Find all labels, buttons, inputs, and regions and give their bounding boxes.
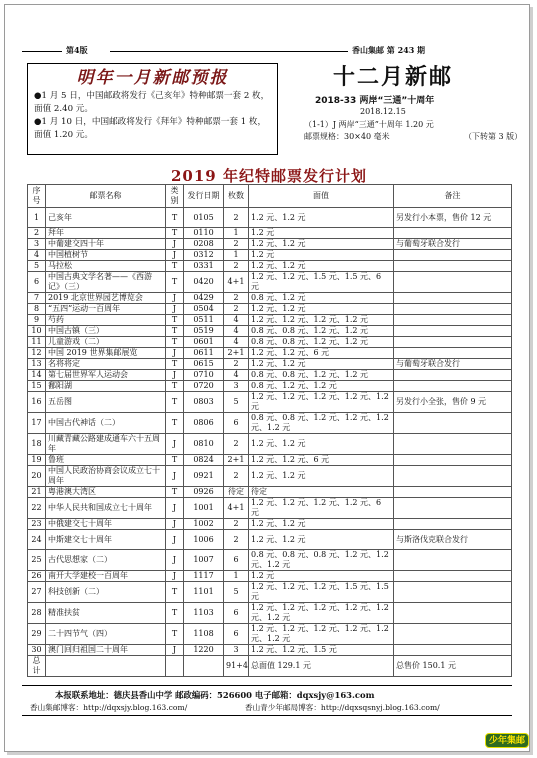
cell-count: 1 <box>224 250 249 261</box>
december-spec-line <box>304 131 523 142</box>
cell-no: 24 <box>28 530 46 550</box>
cell-note <box>394 413 512 434</box>
cell-cat: J <box>166 293 184 304</box>
cell-no: 22 <box>28 498 46 519</box>
table-row <box>28 304 512 315</box>
cell-no: 26 <box>28 571 46 582</box>
cell-date: 0611 <box>184 348 224 359</box>
cell-cat: J <box>166 239 184 250</box>
column-header: 发行日期 <box>184 185 224 208</box>
cell-date: 0429 <box>184 293 224 304</box>
cell-value: 1.2 元、1.2 元、1.2 元、1.2 元、6 元 <box>249 498 394 519</box>
cell-note <box>394 624 512 645</box>
cell-date: 0519 <box>184 326 224 337</box>
cell-cat: T <box>166 359 184 370</box>
cell-value: 0.8 元、1.2 元、1.2 元 <box>249 381 394 392</box>
cell-no: 30 <box>28 645 46 656</box>
cell-count: 5 <box>224 392 249 413</box>
cell-value: 0.8 元、0.8 元、0.8 元、1.2 元、1.2 元、1.2 元 <box>249 550 394 571</box>
preview-item: ●1 月 5 日，中国邮政将发行《己亥年》特种邮票一套 2 枚，面值 2.40 元。 <box>34 91 270 114</box>
cell-date: 0803 <box>184 392 224 413</box>
cell-name: 鄱阳湖 <box>46 381 166 392</box>
cell-name: “五四”运动一百周年 <box>46 304 166 315</box>
column-header: 类别 <box>166 185 184 208</box>
total-value: 总面值 129.1 元 <box>249 656 394 677</box>
table-row <box>28 466 512 487</box>
cell-date: 0926 <box>184 487 224 498</box>
cell-date: 0208 <box>184 239 224 250</box>
cell-no: 10 <box>28 326 46 337</box>
cell-cat: T <box>166 455 184 466</box>
cell-date: 0806 <box>184 413 224 434</box>
cell-no: 4 <box>28 250 46 261</box>
cell-cat: J <box>166 250 184 261</box>
cell-name: 精准扶贫 <box>46 603 166 624</box>
cell-name: 名将将定 <box>46 359 166 370</box>
cell-cat: J <box>166 519 184 530</box>
preview-title: 明年一月新邮预报 <box>76 68 229 88</box>
cell-name: 中斯建交七十周年 <box>46 530 166 550</box>
cell-no: 9 <box>28 315 46 326</box>
cell-count: 2 <box>224 239 249 250</box>
table-row <box>28 550 512 571</box>
cell-cat: T <box>166 208 184 228</box>
cell-date: 1007 <box>184 550 224 571</box>
cell-count: 6 <box>224 413 249 434</box>
cell-name: 澳门回归祖国二十周年 <box>46 645 166 656</box>
table-row <box>28 603 512 624</box>
cell-name: 中俄建交七十周年 <box>46 519 166 530</box>
cell-date: 1001 <box>184 498 224 519</box>
cell-cat: J <box>166 348 184 359</box>
blog-link-xiangshan[interactable]: 香山集邮博客：http://dqxsjy.blog.163.com/ <box>30 703 188 712</box>
cell-date: 0504 <box>184 304 224 315</box>
cell-cat: J <box>166 571 184 582</box>
table-row <box>28 624 512 645</box>
cell-note <box>394 293 512 304</box>
cell-count: 2 <box>224 359 249 370</box>
table-row <box>28 208 512 228</box>
table-row <box>28 571 512 582</box>
cell-count: 4 <box>224 370 249 381</box>
cell-no: 18 <box>28 434 46 455</box>
cell-name: 中葡建交四十年 <box>46 239 166 250</box>
table-body <box>28 208 512 656</box>
cell-count: 2 <box>224 530 249 550</box>
cell-date: 1220 <box>184 645 224 656</box>
cell-note <box>394 326 512 337</box>
cell-value: 1.2 元、1.2 元、1.2 元、1.2 元 <box>249 315 394 326</box>
cell-note: 与斯洛伐克联合发行 <box>394 530 512 550</box>
header-bar <box>22 45 516 57</box>
cell-value: 0.8 元、0.8 元、1.2 元、1.2 元、1.2 元、1.2 元 <box>249 413 394 434</box>
cell-name: 芍药 <box>46 315 166 326</box>
cell-cat: J <box>166 550 184 571</box>
cell-name: 鲁班 <box>46 455 166 466</box>
cell-cat: T <box>166 315 184 326</box>
total-empty <box>184 656 224 677</box>
cell-no: 12 <box>28 348 46 359</box>
preview-box <box>27 63 278 155</box>
cell-value: 1.2 元、1.2 元 <box>249 239 394 250</box>
table-header-row <box>28 185 512 208</box>
cell-count: 6 <box>224 603 249 624</box>
cell-note <box>394 582 512 603</box>
cell-no: 1 <box>28 208 46 228</box>
cell-count: 2 <box>224 304 249 315</box>
total-count: 91+4 <box>224 656 249 677</box>
cell-value: 1.2 元、1.2 元、1.2 元、1.2 元、1.2 元、1.2 元 <box>249 603 394 624</box>
cell-note <box>394 250 512 261</box>
cell-date: 0720 <box>184 381 224 392</box>
cell-no: 14 <box>28 370 46 381</box>
column-header: 面值 <box>249 185 394 208</box>
cell-date: 1002 <box>184 519 224 530</box>
cell-value: 1.2 元、1.2 元 <box>249 519 394 530</box>
blog-link-youth-post[interactable]: 香山青少年邮局博客：http://dqxsqsnyj.blog.163.com/ <box>245 703 440 712</box>
cell-count: 待定 <box>224 487 249 498</box>
cell-date: 0824 <box>184 455 224 466</box>
cell-note <box>394 487 512 498</box>
cell-value: 1.2 元、1.2 元、1.5 元 <box>249 645 394 656</box>
cell-no: 21 <box>28 487 46 498</box>
cell-cat: T <box>166 392 184 413</box>
table-row <box>28 348 512 359</box>
header-rule-left <box>22 51 62 52</box>
footer-rule-bottom <box>22 715 512 716</box>
cell-name: 第七届世界军人运动会 <box>46 370 166 381</box>
cell-cat: T <box>166 624 184 645</box>
table-row <box>28 413 512 434</box>
table-row <box>28 645 512 656</box>
cell-count: 2 <box>224 261 249 272</box>
cell-cat: T <box>166 326 184 337</box>
cell-note <box>394 272 512 293</box>
cell-value: 1.2 元、1.2 元、1.2 元、1.5 元、1.5 元 <box>249 582 394 603</box>
table-row <box>28 434 512 455</box>
cell-note <box>394 348 512 359</box>
cell-cat: T <box>166 272 184 293</box>
cell-value: 1.2 元 <box>249 571 394 582</box>
cell-value: 0.8 元、0.8 元、1.2 元、1.2 元 <box>249 337 394 348</box>
cell-cat: T <box>166 413 184 434</box>
cell-name: 二十四节气（四） <box>46 624 166 645</box>
table-row <box>28 326 512 337</box>
cell-note: 与葡萄牙联合发行 <box>394 239 512 250</box>
cell-note <box>394 434 512 455</box>
cell-value: 0.8 元、0.8 元、1.2 元、1.2 元 <box>249 326 394 337</box>
page-number-label: 第4版 <box>66 45 88 55</box>
cell-cat: T <box>166 487 184 498</box>
table-row <box>28 519 512 530</box>
cell-no: 13 <box>28 359 46 370</box>
table-row <box>28 381 512 392</box>
footer-rule-top <box>22 685 512 686</box>
total-note: 总售价 150.1 元 <box>394 656 512 677</box>
cell-name: 儿童游戏（二） <box>46 337 166 348</box>
cell-no: 3 <box>28 239 46 250</box>
column-header: 枚数 <box>224 185 249 208</box>
plan-title: 2019 年纪特邮票发行计划 <box>171 167 367 185</box>
cell-no: 8 <box>28 304 46 315</box>
table-row <box>28 293 512 304</box>
cell-note <box>394 519 512 530</box>
header-rule-middle <box>110 51 348 52</box>
cell-cat: T <box>166 228 184 239</box>
cell-value: 1.2 元、1.2 元、1.5 元、1.5 元、6 元 <box>249 272 394 293</box>
december-stamp-line: （1-1）J 两岸“三通”十周年 1.20 元 <box>304 120 434 129</box>
cell-name: 己亥年 <box>46 208 166 228</box>
cell-no: 16 <box>28 392 46 413</box>
cell-no: 19 <box>28 455 46 466</box>
cell-count: 4+1 <box>224 498 249 519</box>
table-row <box>28 498 512 519</box>
cell-note <box>394 304 512 315</box>
cell-date: 0810 <box>184 434 224 455</box>
cell-no: 29 <box>28 624 46 645</box>
cell-name: 拜年 <box>46 228 166 239</box>
cell-note <box>394 337 512 348</box>
cell-value: 1.2 元 <box>249 228 394 239</box>
cell-value: 待定 <box>249 487 394 498</box>
table-row <box>28 261 512 272</box>
cell-note <box>394 466 512 487</box>
cell-cat: T <box>166 337 184 348</box>
cell-count: 4+1 <box>224 272 249 293</box>
cell-name: 中国 2019 世界集邮展览 <box>46 348 166 359</box>
december-title: 十二月新邮 <box>332 65 453 90</box>
cell-count: 4 <box>224 315 249 326</box>
cell-note <box>394 498 512 519</box>
cell-count: 4 <box>224 337 249 348</box>
december-subtitle: 2018-33 两岸“三通”十周年 <box>315 96 435 106</box>
cell-cat: J <box>166 530 184 550</box>
column-header: 序号 <box>28 185 46 208</box>
cell-value: 1.2 元、1.2 元 <box>249 261 394 272</box>
cell-note: 另发行小本票，售价 12 元 <box>394 208 512 228</box>
cell-no: 11 <box>28 337 46 348</box>
cell-cat: J <box>166 304 184 315</box>
table-row <box>28 272 512 293</box>
table-total-row <box>28 656 512 677</box>
cell-count: 1 <box>224 228 249 239</box>
cell-note <box>394 315 512 326</box>
cell-value: 1.2 元、1.2 元 <box>249 359 394 370</box>
cell-count: 3 <box>224 381 249 392</box>
cell-cat: J <box>166 434 184 455</box>
cell-value: 1.2 元、1.2 元、6 元 <box>249 455 394 466</box>
cell-count: 1 <box>224 571 249 582</box>
cell-count: 3 <box>224 645 249 656</box>
cell-note: 与葡萄牙联合发行 <box>394 359 512 370</box>
cell-note <box>394 645 512 656</box>
cell-date: 1006 <box>184 530 224 550</box>
cell-no: 6 <box>28 272 46 293</box>
cell-no: 17 <box>28 413 46 434</box>
cell-count: 2+1 <box>224 455 249 466</box>
cell-no: 27 <box>28 582 46 603</box>
cell-note <box>394 228 512 239</box>
cell-no: 25 <box>28 550 46 571</box>
cell-date: 0511 <box>184 315 224 326</box>
stamp-spec: 邮票规格：30×40 毫米 <box>304 132 390 141</box>
cell-count: 6 <box>224 624 249 645</box>
cell-count: 2 <box>224 293 249 304</box>
table-row <box>28 337 512 348</box>
cell-note <box>394 550 512 571</box>
table-row <box>28 582 512 603</box>
youth-philately-logo: 少年集邮 <box>485 733 529 748</box>
cell-value: 1.2 元、1.2 元 <box>249 466 394 487</box>
table-row <box>28 487 512 498</box>
cell-cat: J <box>166 645 184 656</box>
column-header: 邮票名称 <box>46 185 166 208</box>
cell-count: 5 <box>224 582 249 603</box>
cell-date: 0615 <box>184 359 224 370</box>
cell-note <box>394 261 512 272</box>
cell-value: 1.2 元、1.2 元 <box>249 208 394 228</box>
cell-date: 0601 <box>184 337 224 348</box>
cell-name: 粤港澳大湾区 <box>46 487 166 498</box>
cell-name: 中华人民共和国成立七十周年 <box>46 498 166 519</box>
cell-value: 1.2 元、1.2 元 <box>249 434 394 455</box>
cell-name: 中国古典文学名著——《西游记》（三） <box>46 272 166 293</box>
cell-note <box>394 381 512 392</box>
cell-name: 中国人民政治协商会议成立七十周年 <box>46 466 166 487</box>
total-empty <box>166 656 184 677</box>
cell-count: 2 <box>224 519 249 530</box>
cell-note <box>394 455 512 466</box>
cell-date: 0420 <box>184 272 224 293</box>
cell-note <box>394 370 512 381</box>
cell-cat: T <box>166 261 184 272</box>
cell-name: 中国植树节 <box>46 250 166 261</box>
cell-no: 15 <box>28 381 46 392</box>
table-row <box>28 239 512 250</box>
cell-value: 1.2 元、1.2 元、1.2 元、1.2 元、1.2 元 <box>249 392 394 413</box>
cell-cat: T <box>166 603 184 624</box>
table-row <box>28 250 512 261</box>
cell-count: 6 <box>224 550 249 571</box>
table-row <box>28 315 512 326</box>
table-row <box>28 228 512 239</box>
cell-name: 科技创新（二） <box>46 582 166 603</box>
contact-address: 本报联系地址：德庆县香山中学 邮政编码：526600 电子邮箱：dqxsjy@163.com <box>55 690 375 700</box>
december-date: 2018.12.15 <box>360 107 406 116</box>
table-row <box>28 370 512 381</box>
cell-date: 0105 <box>184 208 224 228</box>
blog-line <box>30 702 510 713</box>
cell-no: 20 <box>28 466 46 487</box>
issue-label: 香山集邮 第 243 期 <box>352 45 426 55</box>
cell-count: 2 <box>224 466 249 487</box>
cell-no: 28 <box>28 603 46 624</box>
total-empty <box>46 656 166 677</box>
cell-date: 1108 <box>184 624 224 645</box>
cell-date: 1103 <box>184 603 224 624</box>
cell-name: 五岳图 <box>46 392 166 413</box>
cell-note: 另发行小全张，售价 9 元 <box>394 392 512 413</box>
cell-date: 0710 <box>184 370 224 381</box>
table-row <box>28 359 512 370</box>
cell-date: 1101 <box>184 582 224 603</box>
table-row <box>28 455 512 466</box>
cell-cat: J <box>166 498 184 519</box>
cell-cat: J <box>166 370 184 381</box>
cell-count: 2 <box>224 434 249 455</box>
cell-value: 1.2 元、1.2 元 <box>249 530 394 550</box>
preview-item: ●1 月 10 日，中国邮政将发行《拜年》特种邮票一套 1 枚，面值 1.20 元。 <box>34 117 267 140</box>
table-row <box>28 392 512 413</box>
stamp-plan-table <box>27 184 512 677</box>
cell-name: 南开大学建校一百周年 <box>46 571 166 582</box>
cell-value: 1.2 元、1.2 元 <box>249 304 394 315</box>
cell-name: 川藏青藏公路建成通车六十五周年 <box>46 434 166 455</box>
cell-date: 1117 <box>184 571 224 582</box>
cell-name: 马拉松 <box>46 261 166 272</box>
column-header: 备注 <box>394 185 512 208</box>
cell-date: 0921 <box>184 466 224 487</box>
cell-no: 2 <box>28 228 46 239</box>
cell-no: 5 <box>28 261 46 272</box>
cell-no: 23 <box>28 519 46 530</box>
cell-cat: J <box>166 466 184 487</box>
cell-note <box>394 603 512 624</box>
cell-date: 0331 <box>184 261 224 272</box>
cell-date: 0312 <box>184 250 224 261</box>
cell-name: 中国古代神话（二） <box>46 413 166 434</box>
cell-value: 1.2 元、1.2 元、1.2 元、1.2 元、1.2 元、1.2 元 <box>249 624 394 645</box>
cell-count: 2 <box>224 208 249 228</box>
total-label: 总计 <box>28 656 46 677</box>
cell-count: 2+1 <box>224 348 249 359</box>
table-row <box>28 530 512 550</box>
cell-count: 4 <box>224 326 249 337</box>
cell-value: 0.8 元、1.2 元 <box>249 293 394 304</box>
cell-name: 古代思想家（二） <box>46 550 166 571</box>
cell-name: 2019 北京世界园艺博览会 <box>46 293 166 304</box>
cell-value: 1.2 元 <box>249 250 394 261</box>
cell-no: 7 <box>28 293 46 304</box>
cell-cat: T <box>166 381 184 392</box>
cell-name: 中国古镇（三） <box>46 326 166 337</box>
cell-value: 1.2 元、1.2 元、6 元 <box>249 348 394 359</box>
cell-value: 0.8 元、0.8 元、1.2 元、1.2 元 <box>249 370 394 381</box>
cell-cat: T <box>166 582 184 603</box>
continued-note: （下转第 3 版） <box>464 132 523 141</box>
cell-note <box>394 571 512 582</box>
cell-date: 0110 <box>184 228 224 239</box>
